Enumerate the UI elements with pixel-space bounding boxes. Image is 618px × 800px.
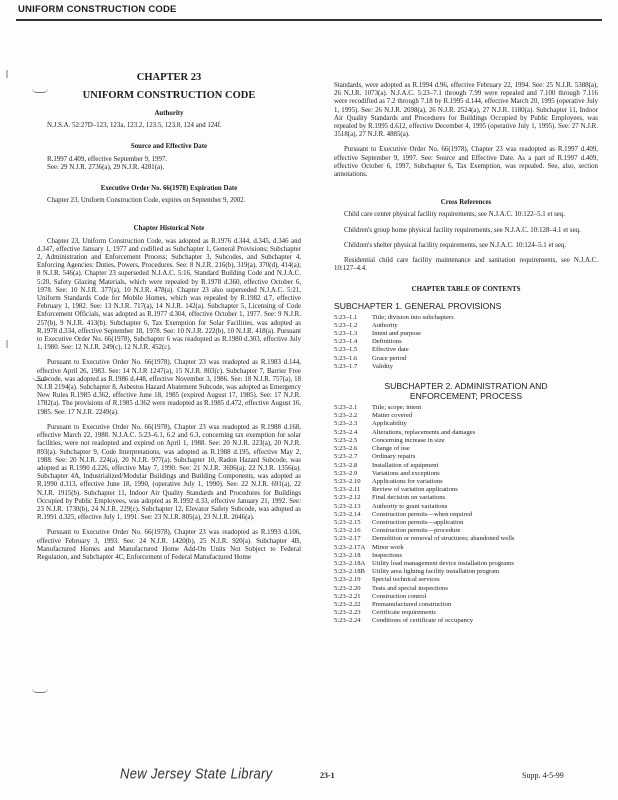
toc-section-number: 5:23–2.2 xyxy=(334,412,358,420)
margin-tick xyxy=(6,340,8,348)
toc-section-number: 5:23–1.5 xyxy=(334,346,358,354)
toc-section-number: 5:23–1.2 xyxy=(334,321,358,329)
toc-section-title: Special technical services xyxy=(372,576,440,584)
toc-section-number: 5:23–2.18B xyxy=(334,568,365,576)
toc-entry xyxy=(334,617,598,625)
history-paragraph: Pursuant to Executive Order No. 66(1978), Chapter 23 was readopted as R.1983 d.144, effective April 26, 1983. See: 14 N.J.R 1247(a), 15 N.J.R. 803(c). Subchapter 7, Barrier Free Subcode, was adopted as R.1986 d.448, effective November 3, 1986. See: 18 N.J.R. 757(a), 18 N.J.R 2194(a). Subchapter 8, Asbestos Hazard Abatement Subcode, was adopted as Emergency New Rules R.1985 d.362, effective June 18, 1985 (expired August 17, 1985). See: 17 N.J.R. 1782(a). The provisions of R.1985 d.362 were readopted as R.1985 d.472, effective August 16, 1985. See: 17 N.J.R. 2249(a). xyxy=(37,359,301,416)
toc-entry xyxy=(334,552,598,560)
toc-section-title: Applications for variations xyxy=(372,477,443,485)
toc-section-number: 5:23–2.22 xyxy=(334,600,361,608)
toc-section-title: Applicability xyxy=(372,420,407,428)
toc-section-number: 5:23–2.11 xyxy=(334,486,361,494)
cross-references-heading: Cross References xyxy=(440,199,492,207)
cross-reference: Children's shelter physical facility requirements, see N.J.A.C. 10:124–5.1 et seq. xyxy=(344,241,567,249)
chapter-number: CHAPTER 23 xyxy=(136,72,202,83)
toc-section-title: Intent and purpose xyxy=(372,330,422,338)
toc-section-title: Utility load management device installation programs xyxy=(372,559,514,567)
toc-entry xyxy=(334,429,598,437)
toc-section-title: Matter covered xyxy=(372,412,413,420)
toc-subchapter-2-list xyxy=(334,404,598,625)
toc-section-number: 5:23–2.12 xyxy=(334,494,361,502)
toc-section-title: Construction permits—procedure xyxy=(372,527,461,535)
toc-entry xyxy=(334,535,598,543)
toc-entry xyxy=(334,420,598,428)
toc-entry xyxy=(334,445,598,453)
authority-text: N.J.S.A. 52:27D–123, 123a, 123.2, 123.5, 123.8, 124 and 124f. xyxy=(47,122,222,130)
toc-section-number: 5:23–1.6 xyxy=(334,354,358,362)
source-line: R.1997 d.409, effective September 9, 1997. xyxy=(47,155,168,163)
toc-section-title: Minor work xyxy=(372,543,404,551)
toc-section-number: 5:23–2.17A xyxy=(334,543,366,551)
running-header: UNIFORM CONSTRUCTION CODE xyxy=(18,4,177,15)
toc-section-number: 5:23–2.13 xyxy=(334,502,361,510)
toc-section-title: Construction permits—application xyxy=(372,518,464,526)
toc-section-number: 5:23–1.7 xyxy=(334,362,358,370)
toc-section-title: Review of variation applications xyxy=(372,486,458,494)
authority-heading: Authority xyxy=(154,110,184,117)
toc-section-title: Authority xyxy=(372,321,398,329)
history-paragraph: Pursuant to Executive Order No. 66(1978), Chapter 23 was readopted as R.1997 d.409, effective September 9, 1997. See: Source and Effective Date. As a part of R.1997 d.409, effective October 6, 1997, Subchapter 6, Tax Exemption, was repealed. See, also, section annotations. xyxy=(334,146,598,179)
toc-entry xyxy=(334,322,598,330)
toc-entry xyxy=(334,437,598,445)
toc-section-number: 5:23–2.16 xyxy=(334,527,361,535)
toc-entry xyxy=(334,338,598,346)
toc-section-title: Inspections xyxy=(372,551,403,559)
toc-section-title: Utility area lighting facility installation program xyxy=(372,568,500,576)
toc-entry xyxy=(334,593,598,601)
toc-section-number: 5:23–2.20 xyxy=(334,584,361,592)
toc-entry xyxy=(334,453,598,461)
toc-entry xyxy=(334,314,598,322)
history-paragraph: Chapter 23, Uniform Construction Code, was adopted as R.1976 d.344, d.345, d.346 and d.347, effective January 1, 1977 and codified as Subchapter 1, General Provisions; Subchapter 2, Administration and Enforcement Process; Subchapter 3, Subcodes, and Subchapter 4, Enforcing Agencies: Duties, Powers, Procedures. See: 8 N.J.R. 216(b), 319(a), 370(d), 414(a); 8 N.J.R. 546(a). Chapter 23 superseded N.J.A.C. 5:16, Standard Building Code and N.J.A.C. 5:20, Safety Glazing Materials, which were repealed by R.1978 d.360, effective October 6, 1978. See: 10 N.J.R. 377(a), 10 N.J.R. 478(a). Chapter 23 also superseded N.J.A.C. 5:21, Uniform Standards Code for Mobile Homes, which was repealed by R.1982 d.7, effective February 1, 1982. See: 13 N.J.R. 717(a), 14 N.J.R. 142(a). Subchapter 5, Licensing of Code Enforcement Officials, was adopted as R.1977 d.304, effective October 1, 1977. See: 9 N.J.R. 257(b), 9 N.J.R. 413(b). Subchapter 6, Tax Exemption for Solar Facilities, was adopted as R.1978 d.334, effective September 18, 1978. See: 10 N.J.R. 222(b), 10 N.J.R. 418(a). Pursuant to Executive Order No. 66(1978), Subchapter 6 was readopted as R.1980 d.303, effective July 1, 1980. See: 12 N.J.R. 249(c), 12 N.J.R. 452(c). xyxy=(37,237,301,352)
history-paragraph: Pursuant to Executive Order No. 66(1978), Chapter 23 was readopted as R.1993 d.106, effective February 3, 1993. See: 24 N.J.R. 1420(b), 25 N.J.R. 920(a). Subchapter 4B, Manufactured Homes and Manufactured Home Add-On Units Not Subject to Federal Regulation, and Subchapter 4C, Enforcement of Federal Manufactured Home xyxy=(37,529,301,561)
margin-tick xyxy=(6,70,8,78)
toc-section-number: 5:23–1.3 xyxy=(334,330,358,338)
toc-subchapter-1-list xyxy=(334,314,598,371)
toc-section-title: Effective date xyxy=(372,346,409,354)
toc-subchapter-title: SUBCHAPTER 2. ADMINISTRATION AND xyxy=(384,381,548,392)
chapter-title: UNIFORM CONSTRUCTION CODE xyxy=(82,90,256,101)
cross-reference: Child care center physical facility requirements, see N.J.A.C. 10:122–5.1 et seq. xyxy=(344,211,566,219)
toc-entry xyxy=(334,601,598,609)
toc-section-number: 5:23–2.18 xyxy=(334,551,361,559)
toc-section-title: Definitions xyxy=(372,338,402,346)
toc-entry xyxy=(334,330,598,338)
history-paragraph: Pursuant to Executive Order No. 66(1978), Chapter 23 was readopted as R.1988 d.168, effective March 22, 1988. N.J.A.C. 5:23–6.1, 6.2 and 6.3, concerning tax exemption for solar facilities, were not readopted and expired on April 1, 1988. See: 20 N.J.R. 223(a), 20 N.J.R. 893(a). Subchapter 9, Code Interpretations, was adopted as R.1988 d.195, effective May 2, 1988. See: 20 N.J.R. 224(a), 20 N.J.R. 977(a). Subchapter 10, Radon Hazard Subcode, was adopted as R.1990 d.226, effective May 7, 1990. See: 21 N.J.R. 3696(a), 22 N.J.R. 1356(a). Subchapter 4A, Industrialized/Modular Buildings and Building Components, was adopted as R.1990 d.313, effective June 18, 1990, (operative July 1, 1990). See: 22 N.J.R. 691(a), 22 N.J.R. 1915(b). Subchapter 11, Indoor Air Quality Standards and Procedures for Buildings Occupied by Public Employees, was adopted as R.1992 d.33, effective January 21, 1992. See: 23 N.J.R. 1730(b), 24 N.J.R. 229(c). Subchapter 12, Elevator Safety Subcode, was adopted as R.1991 d.325, effective July 1, 1991. See: 23 N.J.R. 805(a), 23 N.J.R. 2046(a). xyxy=(37,423,301,522)
toc-section-title: Premanufactured construction xyxy=(372,600,452,608)
toc-section-title: Installation of equipment xyxy=(372,461,439,469)
toc-section-title: Title; scope; intent xyxy=(372,404,422,412)
toc-entry xyxy=(334,585,598,593)
toc-section-title: Change of use xyxy=(372,445,410,453)
toc-entry xyxy=(334,363,598,371)
toc-section-title: Demolition or removal of structures; abandoned wells xyxy=(372,535,515,543)
toc-section-number: 5:23–2.5 xyxy=(334,436,358,444)
toc-section-number: 5:23–2.8 xyxy=(334,461,358,469)
toc-section-number: 5:23–2.24 xyxy=(334,617,361,625)
expiration-text: Chapter 23, Uniform Construction Code, expires on September 9, 2002. xyxy=(47,197,246,205)
toc-section-number: 5:23–2.10 xyxy=(334,477,361,485)
toc-entry xyxy=(334,462,598,470)
toc-entry xyxy=(334,486,598,494)
history-continued: Standards, were adopted as R.1994 d.96, effective February 22, 1994. See: 25 N.J.R. 5388(a), 26 N.J.R. 1073(a). N.J.A.C. 5:23–7.1 through 7.99 were repealed and 7.100 through 7.116 were recodified as 7.2 through 7.18 by R.1995 d.144, effective March 20, 1995 (operative July 1, 1995). See: 26 N.J.R. 2698(a), 26 N.J.R. 2524(a), 27 N.J.R. 1180(a). Subchapter 11, Indoor Air Quality Standards and Procedures for Buildings Occupied by Public Employees, was repealed by R.1995 d.612, effective December 4, 1995 (operative July 1, 1995). See: 27 N.J.R. 3518(a), 27 N.J.R. 4885(a). xyxy=(334,82,598,139)
toc-section-title: Concerning increase in size xyxy=(372,436,445,444)
toc-section-number: 5:23–2.18A xyxy=(334,559,366,567)
toc-subchapter-title: ENFORCEMENT; PROCESS xyxy=(409,391,523,402)
toc-entry xyxy=(334,503,598,511)
expiration-heading: Executive Order No. 66(1978) Expiration Date xyxy=(100,185,238,193)
toc-section-title: Conditions of certificate of occupancy xyxy=(372,617,474,625)
right-column xyxy=(334,82,598,626)
toc-section-title: Construction control xyxy=(372,592,427,600)
toc-section-number: 5:23–1.4 xyxy=(334,338,358,346)
supplement-date: Supp. 4-5-99 xyxy=(522,771,564,780)
toc-entry xyxy=(334,609,598,617)
toc-entry xyxy=(334,560,598,568)
toc-section-number: 5:23–2.7 xyxy=(334,453,358,461)
toc-section-number: 5:23–2.23 xyxy=(334,609,361,617)
toc-section-title: Variations and exceptions xyxy=(372,469,440,477)
toc-section-number: 5:23–2.19 xyxy=(334,576,361,584)
toc-section-title: Ordinary repairs xyxy=(372,453,416,461)
toc-subchapter-title: SUBCHAPTER 1. GENERAL PROVISIONS xyxy=(334,300,502,311)
toc-entry xyxy=(334,494,598,502)
toc-entry xyxy=(334,404,598,412)
toc-section-title: Construction permits—when required xyxy=(372,510,472,518)
toc-section-number: 5:23–2.6 xyxy=(334,445,358,453)
toc-entry xyxy=(334,511,598,519)
toc-entry xyxy=(334,478,598,486)
toc-section-number: 5:23–2.3 xyxy=(334,420,358,428)
history-heading: Chapter Historical Note xyxy=(133,225,205,233)
toc-section-title: Alterations, replacements and damages xyxy=(372,428,476,436)
toc-entry xyxy=(334,346,598,354)
toc-entry xyxy=(334,568,598,576)
cross-reference: Children's group home physical facility requirements, see N.J.A.C. 10:128–4.1 et seq. xyxy=(344,226,581,234)
toc-entry xyxy=(334,519,598,527)
toc-entry xyxy=(334,470,598,478)
toc-section-number: 5:23–2.9 xyxy=(334,469,358,477)
toc-section-number: 5:23–2.4 xyxy=(334,428,358,436)
toc-entry xyxy=(334,527,598,535)
toc-entry xyxy=(334,544,598,552)
cross-reference: Residential child care facility maintenance and sanitation requirements, see N.J.A.C. 10:127–4.4. xyxy=(334,257,598,273)
toc-section-number: 5:23–2.14 xyxy=(334,510,361,518)
toc-section-title: Grace period xyxy=(372,354,407,362)
source-line: See: 29 N.J.R. 2736(a), 29 N.J.R. 4281(a). xyxy=(47,163,165,171)
toc-section-title: Tests and special inspections xyxy=(372,584,448,592)
toc-section-title: Title; division into subchapters xyxy=(372,313,454,321)
toc-entry xyxy=(334,576,598,584)
source-heading: Source and Effective Date xyxy=(130,143,208,151)
page-number: 23-1 xyxy=(320,771,335,780)
toc-entry xyxy=(334,412,598,420)
toc-entry xyxy=(334,355,598,363)
toc-section-number: 5:23–2.1 xyxy=(334,404,358,412)
toc-section-number: 5:23–2.21 xyxy=(334,592,361,600)
toc-section-title: Certificate requirements xyxy=(372,609,436,617)
toc-heading: CHAPTER TABLE OF CONTENTS xyxy=(411,286,521,294)
toc-section-number: 5:23–2.15 xyxy=(334,518,361,526)
toc-section-title: Final decision on variations xyxy=(372,494,446,502)
library-stamp: New Jersey State Library xyxy=(120,764,273,783)
toc-section-number: 5:23–2.17 xyxy=(334,535,361,543)
toc-section-title: Validity xyxy=(372,362,393,370)
toc-section-number: 5:23–1.1 xyxy=(334,313,358,321)
toc-section-title: Authority to grant variations xyxy=(372,502,448,510)
margin-mark xyxy=(32,688,48,693)
left-column xyxy=(37,72,301,569)
